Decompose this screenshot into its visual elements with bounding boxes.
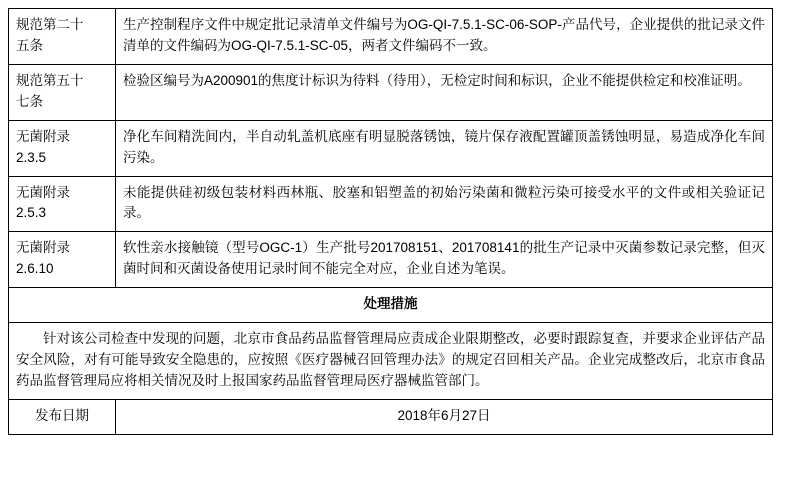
measures-title-row (9, 288, 773, 323)
table-row (9, 64, 773, 120)
finding-detail: 净化车间精洗间内，半自动轧盖机底座有明显脱落锈蚀，镜片保存液配置罐顶盖锈蚀明显，易造成净化车间污染。 (116, 120, 773, 176)
clause-line: 2.6.10 (16, 261, 54, 277)
clause-line: 规范第二十 (16, 17, 84, 32)
inspection-findings-document (8, 8, 773, 435)
measures-body-row (9, 323, 773, 400)
table-row (9, 232, 773, 288)
clause-cell (9, 232, 116, 288)
measures-title: 处理措施 (9, 288, 773, 323)
finding-detail: 生产控制程序文件中规定批记录清单文件编号为OG-QI-7.5.1-SC-06-SOP-产品代号，企业提供的批记录文件清单的文件编码为OG-QI-7.5.1-SC-05，两者文件编码不一致。 (116, 9, 773, 65)
finding-detail: 检验区编号为A200901的焦度计标识为待料（待用），无检定时间和标识，企业不能提供检定和校准证明。 (116, 64, 773, 120)
finding-detail: 软性亲水接触镜（型号OGC-1）生产批号201708151、201708141的批生产记录中灭菌参数记录完整，但灭菌时间和灭菌设备使用记录时间不能完全对应，企业自述为笔误。 (116, 232, 773, 288)
clause-cell (9, 64, 116, 120)
clause-line: 无菌附录 (16, 240, 70, 256)
measures-body-cell (9, 323, 773, 400)
clause-line: 无菌附录 (16, 128, 70, 144)
clause-line: 2.3.5 (16, 149, 47, 165)
table-row (9, 176, 773, 232)
clause-line: 2.5.3 (16, 205, 47, 221)
clause-cell (9, 9, 116, 65)
measures-paragraph: 针对该公司检查中发现的问题，北京市食品药品监督管理局应责成企业限期整改，必要时跟踪复查，并要求企业评估产品安全风险，对有可能导致安全隐患的，应按照《医疗器械召回管理办法》的规定召回相关产品。企业完成整改后，北京市食品药品监督管理局应将相关情况及时上报国家药品监督管理局医疗器械监管部门。 (16, 331, 765, 388)
clause-line: 规范第五十 (16, 72, 84, 88)
publish-date-value: 2018年6月27日 (116, 399, 773, 434)
finding-detail: 未能提供硅初级包装材料西林瓶、胶塞和铝塑盖的初始污染菌和微粒污染可接受水平的文件或相关验证记录。 (116, 176, 773, 232)
clause-line: 五条 (16, 37, 43, 53)
clause-cell (9, 176, 116, 232)
publish-date-label: 发布日期 (9, 399, 116, 434)
clause-cell (9, 120, 116, 176)
clause-line: 无菌附录 (16, 184, 70, 200)
table-row (9, 9, 773, 65)
publish-date-row (9, 399, 773, 434)
table-row (9, 120, 773, 176)
findings-table (8, 8, 773, 435)
clause-line: 七条 (16, 93, 43, 109)
